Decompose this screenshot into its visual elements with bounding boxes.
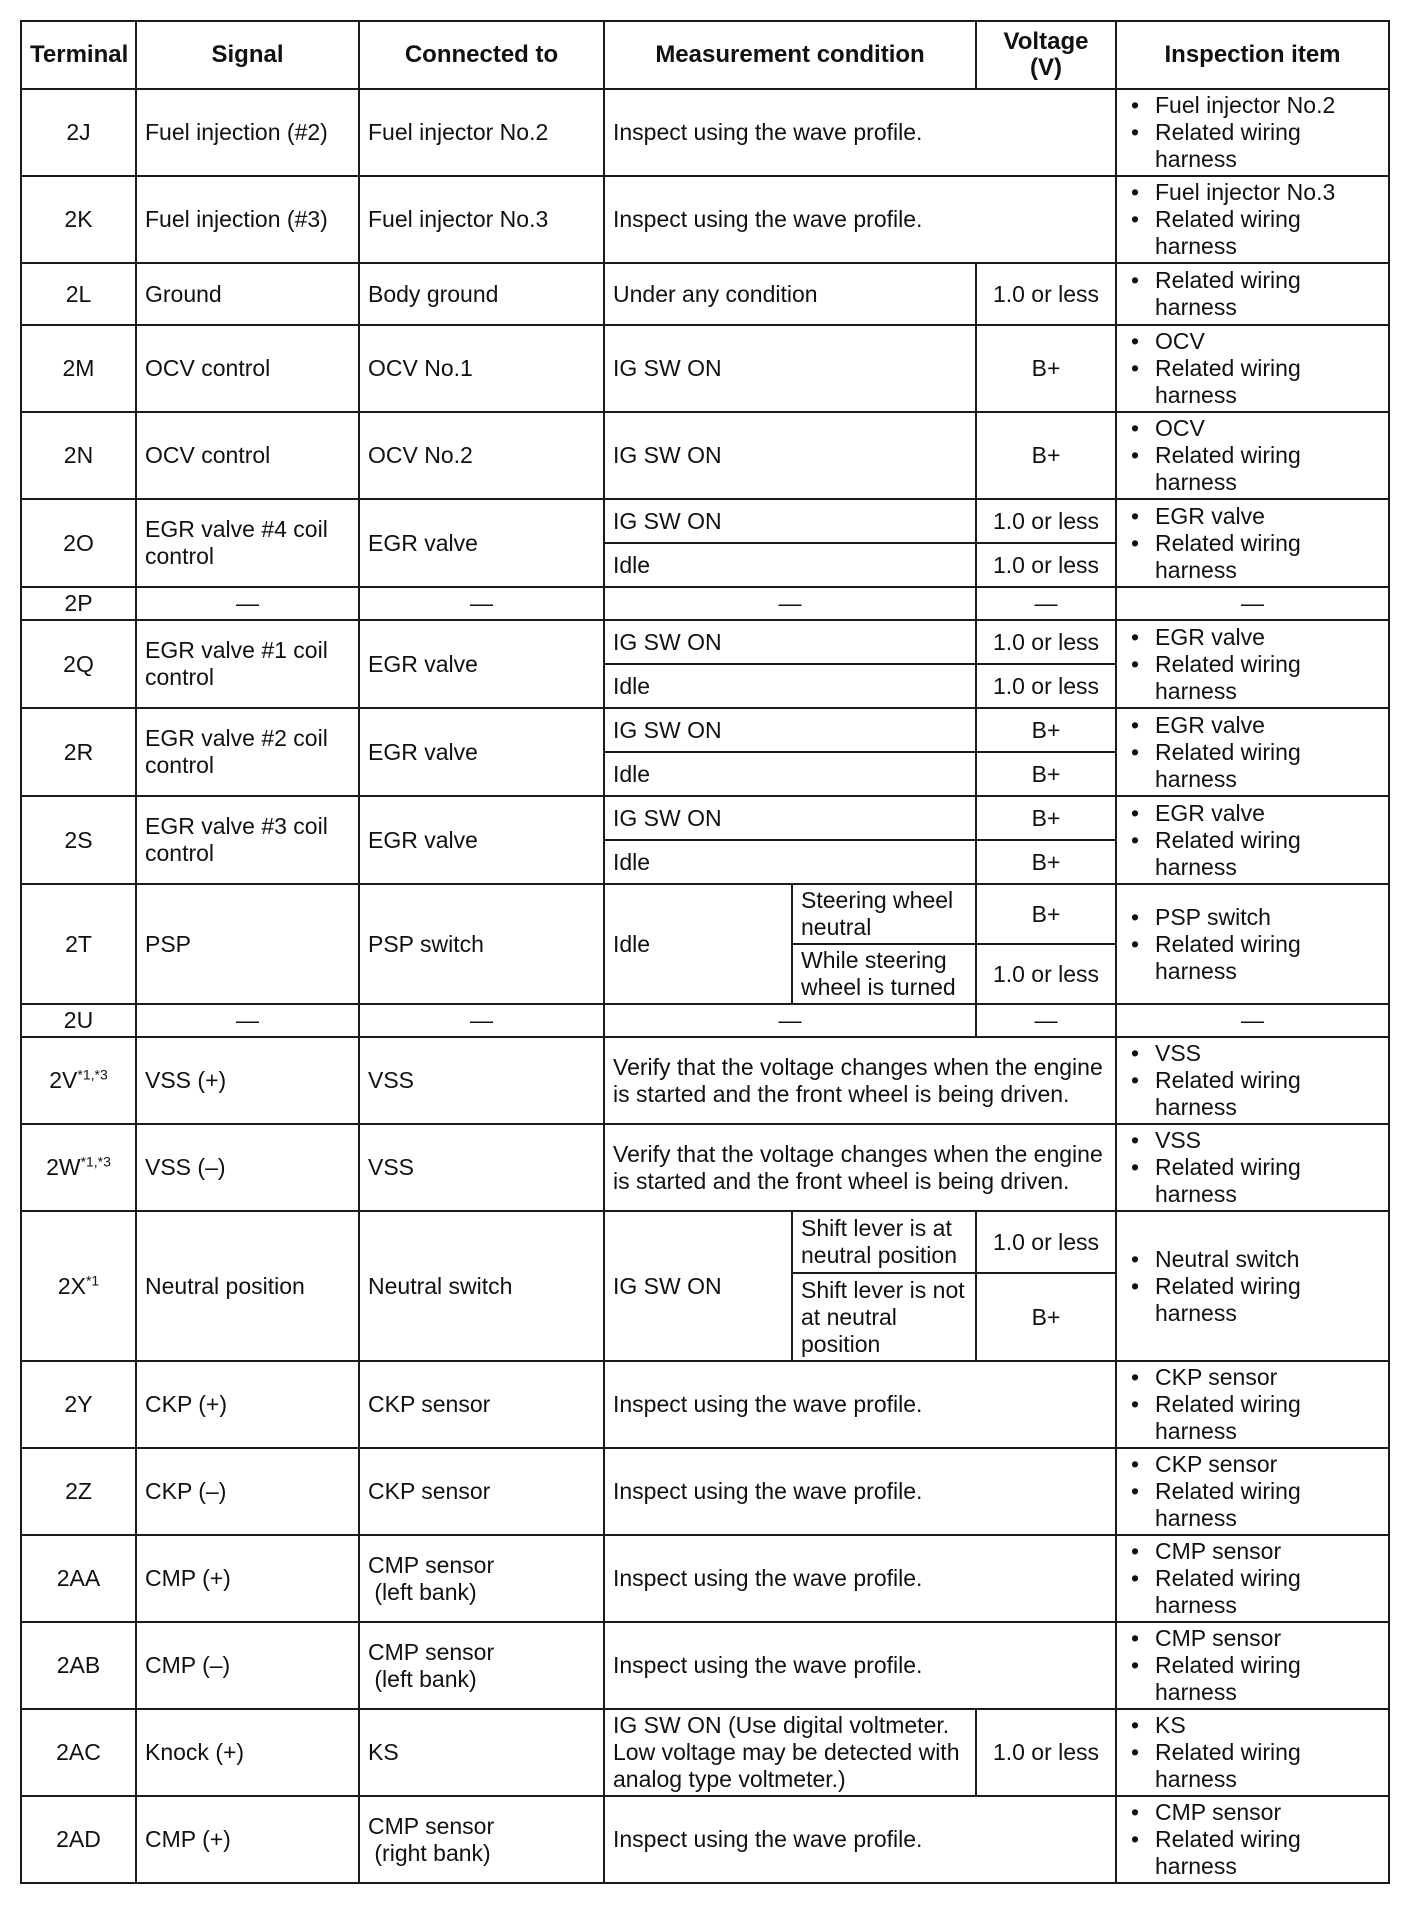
condition-cell: IG SW ON	[604, 620, 976, 664]
inspection-item: • CMP sensor	[1125, 1799, 1380, 1826]
signal-cell: PSP	[136, 884, 359, 1004]
inspection-cell	[1116, 708, 1389, 796]
terminal-label: 2W	[46, 1154, 81, 1180]
signal-cell: Ground	[136, 263, 359, 325]
header-row	[21, 21, 1389, 89]
inspection-cell	[1116, 325, 1389, 412]
table-row	[21, 1211, 1389, 1273]
voltage-cell: 1.0 or less	[976, 263, 1116, 325]
signal-cell: CKP (+)	[136, 1361, 359, 1448]
voltage-cell: 1.0 or less	[976, 1709, 1116, 1796]
table-row	[21, 325, 1389, 412]
condition-cell: IG SW ON	[604, 412, 976, 499]
inspection-item: • KS	[1125, 1712, 1380, 1739]
terminal-label: 2X	[57, 1272, 86, 1299]
inspection-item: • Neutral switch	[1125, 1246, 1380, 1273]
table-row	[21, 620, 1389, 664]
inspection-item: • Related wiring harness	[1125, 827, 1380, 881]
condition-cell: IG SW ON	[604, 796, 976, 840]
connected-label: CMP sensor	[368, 1812, 495, 1839]
connected-cell: PSP switch	[359, 884, 604, 1004]
condition-cell: Inspect using the wave profile.	[604, 1535, 1116, 1622]
condition-cell: Inspect using the wave profile.	[604, 1361, 1116, 1448]
inspection-item: • Fuel injector No.2	[1125, 92, 1380, 119]
voltage-cell: B+	[976, 412, 1116, 499]
terminal-cell: 2U	[21, 1004, 136, 1037]
inspection-item: • Related wiring harness	[1125, 651, 1380, 705]
condition-cell: Idle	[604, 664, 976, 708]
connected-cell: VSS	[359, 1124, 604, 1211]
inspection-item: • Related wiring harness	[1125, 1067, 1380, 1121]
inspection-item: • Related wiring harness	[1125, 530, 1380, 584]
signal-cell: OCV control	[136, 325, 359, 412]
inspection-cell	[1116, 1361, 1389, 1448]
voltage-cell: 1.0 or less	[976, 664, 1116, 708]
signal-cell: Fuel injection (#2)	[136, 89, 359, 176]
sub-condition-cell: Steering wheel neutral	[792, 884, 976, 944]
table-row	[21, 587, 1389, 620]
terminal-cell: 2K	[21, 176, 136, 263]
connected-cell: KS	[359, 1709, 604, 1796]
footnote-marker: *1,*3	[80, 1153, 111, 1170]
condition-cell: IG SW ON	[604, 708, 976, 752]
condition-cell: Verify that the voltage changes when the engine is started and the front wheel is being driven.	[604, 1037, 1116, 1124]
connected-label: CMP sensor	[368, 1638, 495, 1665]
table-row	[21, 1448, 1389, 1535]
table-row	[21, 89, 1389, 176]
table-row	[21, 1361, 1389, 1448]
connected-cell	[359, 1622, 604, 1709]
signal-cell: —	[136, 1004, 359, 1037]
voltage-cell: B+	[976, 325, 1116, 412]
terminal-cell: 2Y	[21, 1361, 136, 1448]
connected-cell: —	[359, 1004, 604, 1037]
voltage-cell: 1.0 or less	[976, 1211, 1116, 1273]
voltage-cell: —	[976, 1004, 1116, 1037]
terminal-cell: 2AD	[21, 1796, 136, 1883]
table-row	[21, 412, 1389, 499]
inspection-item: • OCV	[1125, 328, 1380, 355]
terminal-label: 2V	[49, 1067, 78, 1093]
signal-cell: VSS (+)	[136, 1037, 359, 1124]
inspection-cell	[1116, 1709, 1389, 1796]
terminal-cell: 2M	[21, 325, 136, 412]
connected-cell: EGR valve	[359, 796, 604, 884]
terminal-cell: 2P	[21, 587, 136, 620]
voltage-cell: B+	[976, 840, 1116, 884]
table-row	[21, 1796, 1389, 1883]
inspection-item: • EGR valve	[1125, 624, 1380, 651]
header-voltage-unit: (V)	[1030, 54, 1062, 81]
inspection-cell	[1116, 1448, 1389, 1535]
inspection-item: • Related wiring harness	[1125, 931, 1380, 985]
signal-cell: EGR valve #3 coil control	[136, 796, 359, 884]
terminal-cell: 2N	[21, 412, 136, 499]
connected-cell	[359, 1535, 604, 1622]
connected-cell: Fuel injector No.2	[359, 89, 604, 176]
inspection-item: • Related wiring harness	[1125, 1826, 1380, 1880]
connected-cell: Fuel injector No.3	[359, 176, 604, 263]
terminal-cell: 2R	[21, 708, 136, 796]
signal-cell: CMP (+)	[136, 1535, 359, 1622]
voltage-cell: 1.0 or less	[976, 543, 1116, 587]
inspection-item: • Related wiring harness	[1125, 119, 1380, 173]
signal-cell: CMP (+)	[136, 1796, 359, 1883]
condition-cell: Inspect using the wave profile.	[604, 89, 1116, 176]
table-row	[21, 1709, 1389, 1796]
inspection-item: • OCV	[1125, 415, 1380, 442]
table-row	[21, 176, 1389, 263]
condition-cell: IG SW ON	[604, 499, 976, 543]
inspection-cell	[1116, 89, 1389, 176]
table-row	[21, 1535, 1389, 1622]
inspection-cell	[1116, 1796, 1389, 1883]
table-row	[21, 263, 1389, 325]
sub-condition-cell: While steering wheel is turned	[792, 944, 976, 1004]
connected-cell: OCV No.2	[359, 412, 604, 499]
signal-cell: VSS (–)	[136, 1124, 359, 1211]
condition-cell: Idle	[604, 840, 976, 884]
connected-sub-label: (right bank)	[374, 1839, 491, 1866]
terminal-cell: 2Z	[21, 1448, 136, 1535]
condition-cell: Idle	[604, 884, 792, 1004]
voltage-cell: 1.0 or less	[976, 499, 1116, 543]
inspection-cell	[1116, 1622, 1389, 1709]
condition-cell: Verify that the voltage changes when the engine is started and the front wheel is being driven.	[604, 1124, 1116, 1211]
condition-cell: Inspect using the wave profile.	[604, 1796, 1116, 1883]
header-voltage-label: Voltage	[1003, 28, 1089, 55]
inspection-cell: —	[1116, 1004, 1389, 1037]
inspection-item: • EGR valve	[1125, 503, 1380, 530]
voltage-cell: B+	[976, 752, 1116, 796]
connected-cell: —	[359, 587, 604, 620]
inspection-item: • CMP sensor	[1125, 1538, 1380, 1565]
inspection-cell	[1116, 796, 1389, 884]
signal-cell: EGR valve #1 coil control	[136, 620, 359, 708]
connected-sub-label: (left bank)	[374, 1578, 477, 1605]
connected-sub-label: (left bank)	[374, 1665, 477, 1692]
condition-cell: Under any condition	[604, 263, 976, 325]
connected-cell: VSS	[359, 1037, 604, 1124]
signal-cell: Knock (+)	[136, 1709, 359, 1796]
condition-cell: Idle	[604, 752, 976, 796]
header-signal: Signal	[136, 21, 359, 89]
table-row	[21, 884, 1389, 944]
inspection-item: • Related wiring harness	[1125, 1652, 1380, 1706]
terminal-cell: 2T	[21, 884, 136, 1004]
signal-cell: Neutral position	[136, 1211, 359, 1361]
header-inspection-item: Inspection item	[1116, 21, 1389, 89]
signal-cell: EGR valve #4 coil control	[136, 499, 359, 587]
signal-cell: CKP (–)	[136, 1448, 359, 1535]
inspection-item: • Related wiring harness	[1125, 1391, 1380, 1445]
voltage-cell: B+	[976, 884, 1116, 944]
inspection-cell: —	[1116, 587, 1389, 620]
inspection-item: • CKP sensor	[1125, 1364, 1380, 1391]
inspection-item: • VSS	[1125, 1040, 1380, 1067]
inspection-item: • Fuel injector No.3	[1125, 179, 1380, 206]
terminal-cell: 2AA	[21, 1535, 136, 1622]
terminal-cell: 2AB	[21, 1622, 136, 1709]
table-row	[21, 1622, 1389, 1709]
signal-cell: CMP (–)	[136, 1622, 359, 1709]
voltage-cell: B+	[976, 708, 1116, 752]
inspection-item: • PSP switch	[1125, 904, 1380, 931]
inspection-cell	[1116, 499, 1389, 587]
header-measurement-condition: Measurement condition	[604, 21, 976, 89]
sub-condition-cell: Shift lever is at neutral position	[792, 1211, 976, 1273]
header-voltage	[976, 21, 1116, 89]
condition-cell: Inspect using the wave profile.	[604, 176, 1116, 263]
inspection-item: • Related wiring harness	[1125, 1739, 1380, 1793]
inspection-cell	[1116, 263, 1389, 325]
connected-cell: Body ground	[359, 263, 604, 325]
signal-cell: OCV control	[136, 412, 359, 499]
connected-cell: OCV No.1	[359, 325, 604, 412]
inspection-cell	[1116, 1037, 1389, 1124]
footnote-marker: *1,*3	[77, 1066, 108, 1083]
inspection-cell	[1116, 176, 1389, 263]
inspection-cell	[1116, 1211, 1389, 1361]
table-row	[21, 1124, 1389, 1211]
inspection-item: • Related wiring harness	[1125, 1273, 1380, 1327]
inspection-item: • Related wiring harness	[1125, 1154, 1380, 1208]
voltage-cell: —	[976, 587, 1116, 620]
signal-cell: EGR valve #2 coil control	[136, 708, 359, 796]
connected-cell: Neutral switch	[359, 1211, 604, 1361]
terminal-cell: 2S	[21, 796, 136, 884]
inspection-cell	[1116, 1535, 1389, 1622]
header-connected-to: Connected to	[359, 21, 604, 89]
condition-cell: Inspect using the wave profile.	[604, 1448, 1116, 1535]
terminal-cell: 2O	[21, 499, 136, 587]
inspection-item: • Related wiring harness	[1125, 206, 1380, 260]
terminal-cell: 2J	[21, 89, 136, 176]
table-row	[21, 499, 1389, 543]
connected-label: CMP sensor	[368, 1551, 495, 1578]
inspection-item: • Related wiring harness	[1125, 1478, 1380, 1532]
inspection-item: • Related wiring harness	[1125, 1565, 1380, 1619]
table-row	[21, 796, 1389, 840]
inspection-cell	[1116, 620, 1389, 708]
connected-cell: CKP sensor	[359, 1361, 604, 1448]
inspection-cell	[1116, 884, 1389, 1004]
inspection-item: • CKP sensor	[1125, 1451, 1380, 1478]
voltage-cell: B+	[976, 796, 1116, 840]
voltage-cell: 1.0 or less	[976, 944, 1116, 1004]
inspection-cell	[1116, 412, 1389, 499]
connected-cell: EGR valve	[359, 499, 604, 587]
condition-cell: —	[604, 1004, 976, 1037]
signal-cell: Fuel injection (#3)	[136, 176, 359, 263]
connected-cell: CKP sensor	[359, 1448, 604, 1535]
condition-cell: Inspect using the wave profile.	[604, 1622, 1116, 1709]
condition-cell: Idle	[604, 543, 976, 587]
connected-cell	[359, 1796, 604, 1883]
table-row	[21, 1037, 1389, 1124]
terminal-cell: 2Q	[21, 620, 136, 708]
footnote-marker: *1	[85, 1271, 100, 1288]
voltage-cell: 1.0 or less	[976, 620, 1116, 664]
inspection-item: • VSS	[1125, 1127, 1380, 1154]
condition-cell: IG SW ON	[604, 325, 976, 412]
header-terminal: Terminal	[21, 21, 136, 89]
condition-cell: —	[604, 587, 976, 620]
inspection-item: • EGR valve	[1125, 800, 1380, 827]
terminal-cell	[21, 1211, 136, 1361]
condition-cell: IG SW ON (Use digital voltmeter. Low voltage may be detected with analog type voltmeter.)	[604, 1709, 976, 1796]
terminal-cell	[21, 1124, 136, 1211]
inspection-item: • Related wiring harness	[1125, 442, 1380, 496]
terminal-cell: 2AC	[21, 1709, 136, 1796]
connected-cell: EGR valve	[359, 620, 604, 708]
table-row	[21, 1004, 1389, 1037]
table-row	[21, 708, 1389, 752]
inspection-item: • Related wiring harness	[1125, 355, 1380, 409]
terminal-cell: 2L	[21, 263, 136, 325]
inspection-item: • Related wiring harness	[1125, 267, 1380, 321]
signal-cell: —	[136, 587, 359, 620]
connected-cell: EGR valve	[359, 708, 604, 796]
terminal-inspection-table	[20, 20, 1390, 1884]
inspection-cell	[1116, 1124, 1389, 1211]
inspection-item: • EGR valve	[1125, 712, 1380, 739]
terminal-cell	[21, 1037, 136, 1124]
condition-cell: IG SW ON	[604, 1211, 792, 1361]
inspection-item: • Related wiring harness	[1125, 739, 1380, 793]
sub-condition-cell: Shift lever is not at neutral position	[792, 1273, 976, 1361]
inspection-item: • CMP sensor	[1125, 1625, 1380, 1652]
voltage-cell: B+	[976, 1273, 1116, 1361]
